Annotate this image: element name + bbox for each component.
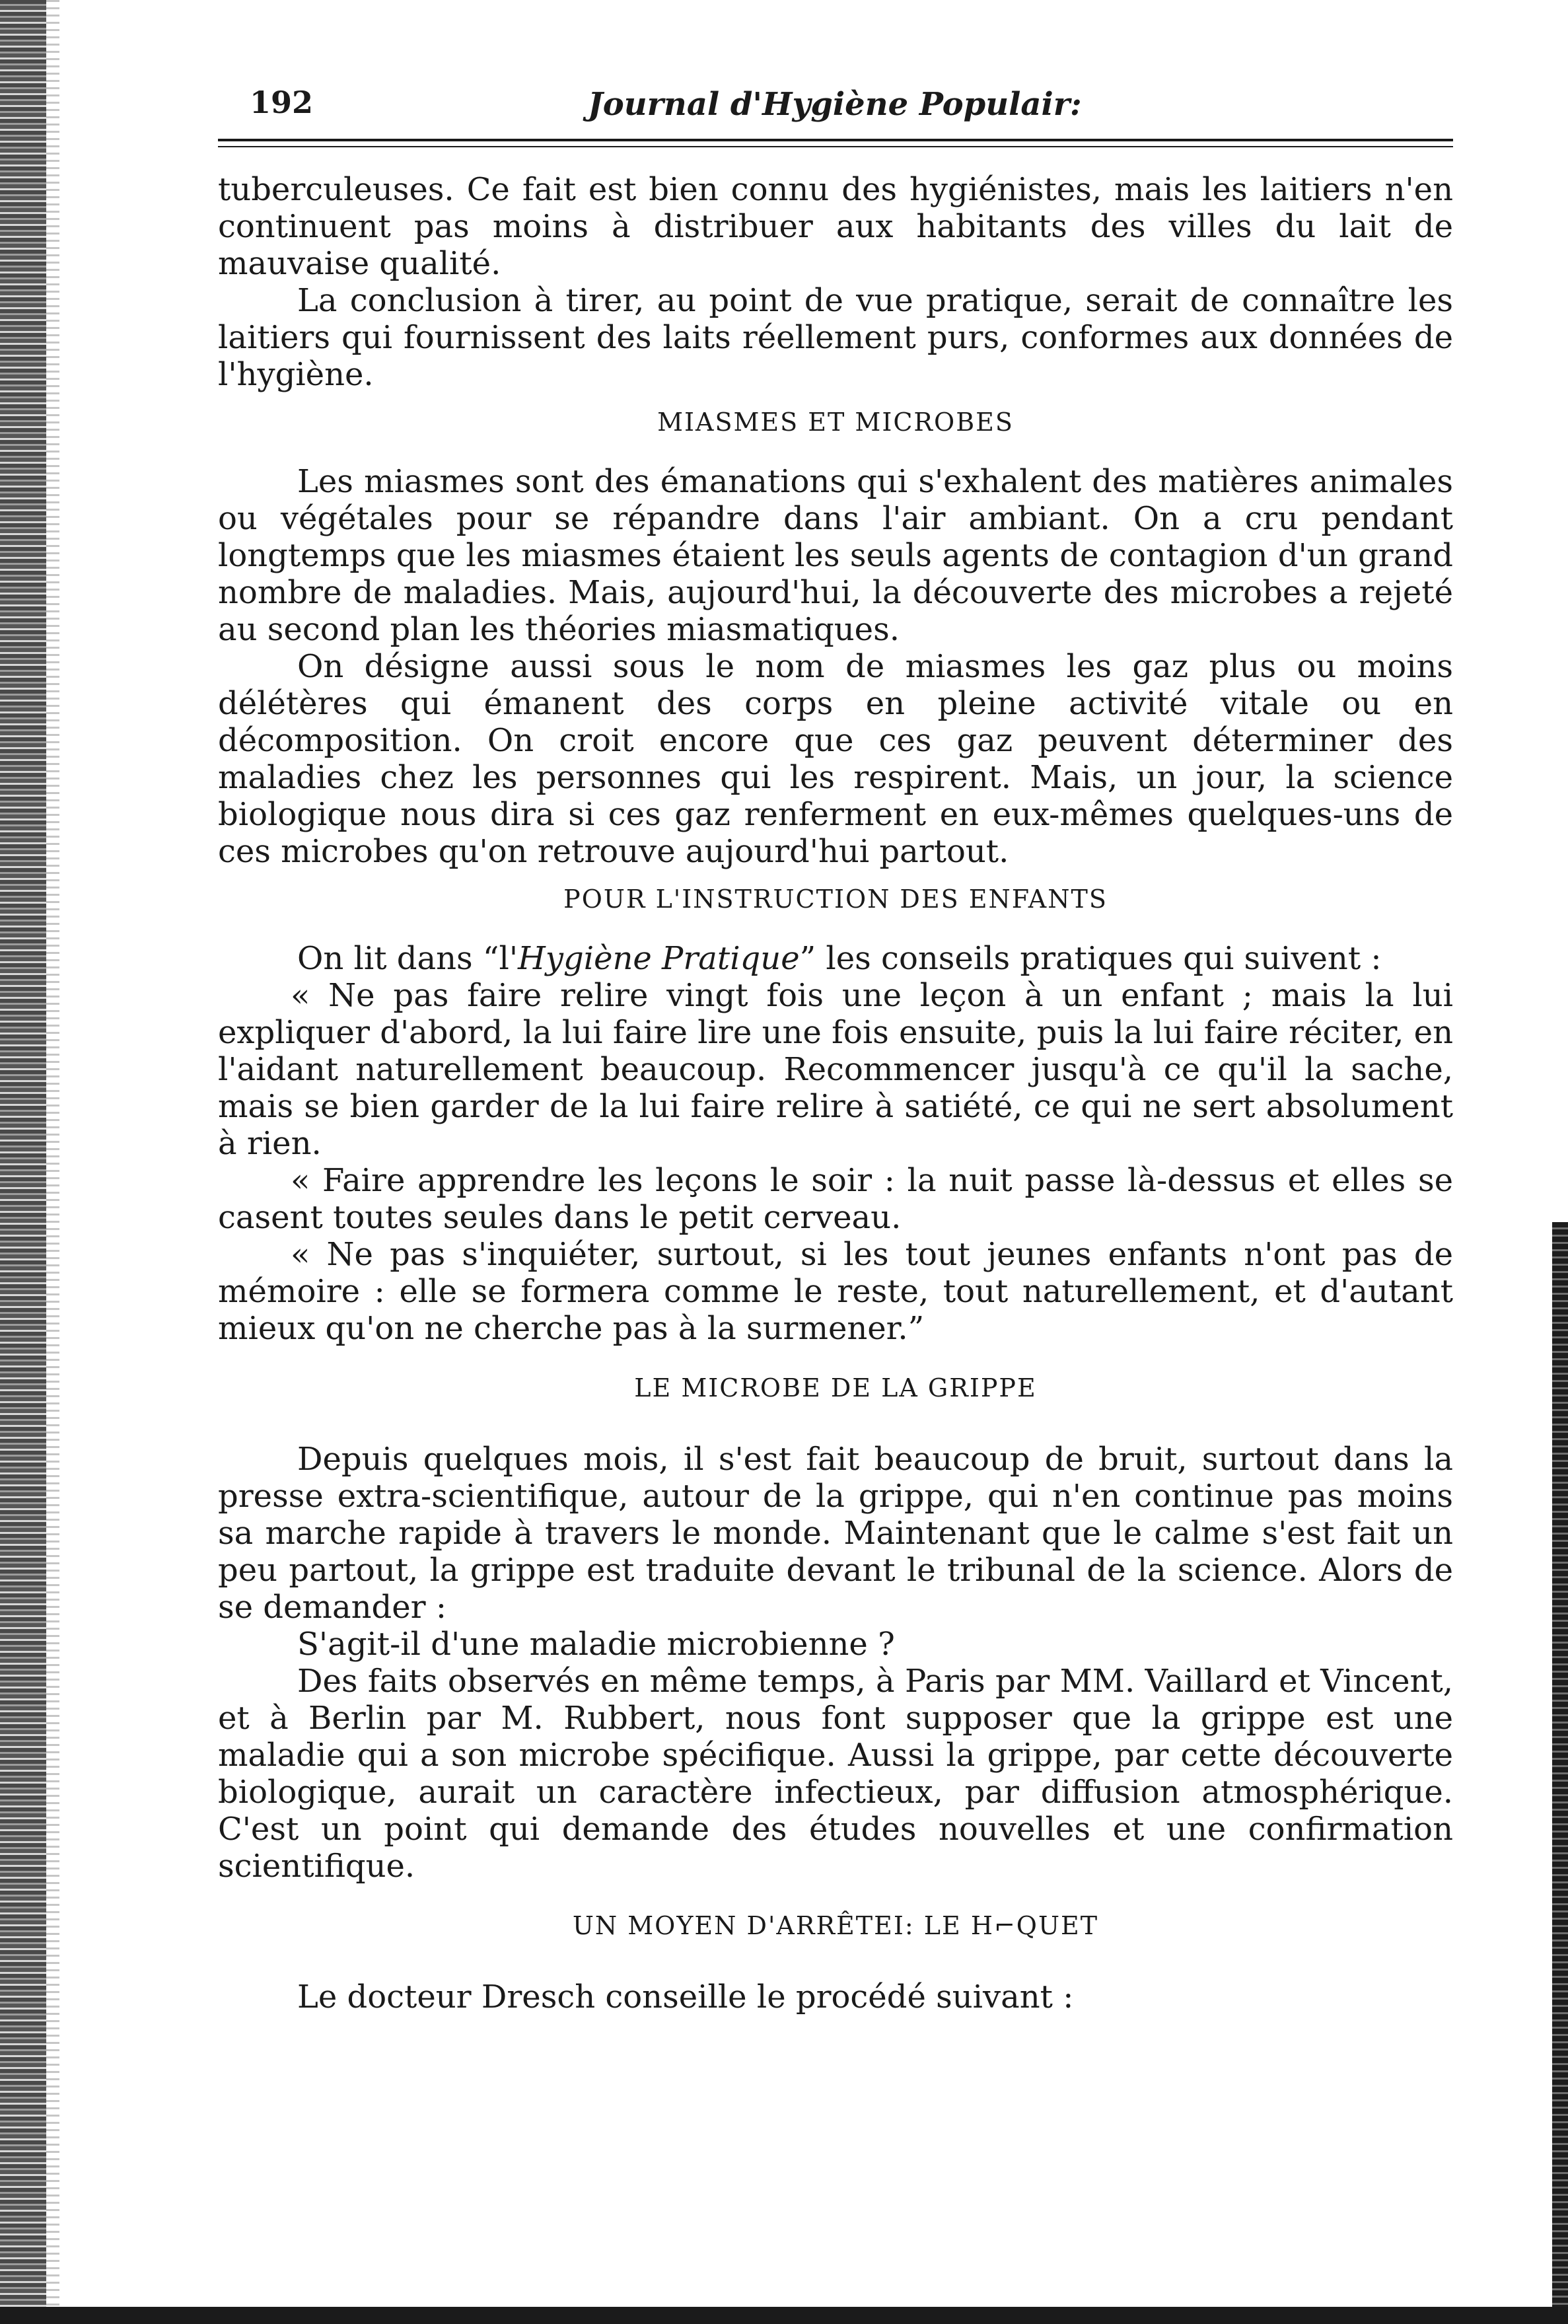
- paragraph: S'agit-il d'une maladie microbienne ?: [297, 1626, 895, 1663]
- quote-paragraph: « Faire apprendre les leçons le soir : la nuit passe là-dessus et elles se casent toutes seules dans le petit cerveau.: [218, 1162, 1453, 1236]
- paragraph: tuberculeuses. Ce fait est bien connu des hygiénistes, mais les laitiers n'en continuent pas moins à distribuer aux habitants des villes du lait de mauvaise qualité.: [218, 171, 1453, 282]
- scan-edge-bottom: [0, 2307, 1568, 2324]
- paragraph: La conclusion à tirer, au point de vue pratique, serait de connaître les laitiers qui fournissent des laits réellement purs, conformes aux données de l'hygiène.: [218, 282, 1453, 393]
- publication-title: Hygiène Pratique: [518, 940, 800, 977]
- binding-edge-left: [0, 0, 46, 2324]
- quote-paragraph: « Ne pas s'inquiéter, surtout, si les tout jeunes enfants n'ont pas de mémoire : elle se formera comme le reste, tout naturellement, et d'autant mieux qu'on ne cherche pas à la surmener.”: [218, 1236, 1453, 1347]
- paragraph: On désigne aussi sous le nom de miasmes les gaz plus ou moins délétères qui émanent des corps en pleine activité vitale ou en décomposition. On croit encore que ces gaz peuvent déterminer des maladies chez les personnes qui les respirent. Mais, un jour, la science biologique nous dira si ces gaz renferment en eux-mêmes quelques-uns de ces microbes qu'on retrouve aujourd'hui partout.: [218, 648, 1453, 870]
- header-rule-thin: [218, 146, 1453, 147]
- section-heading: UN MOYEN D'ARRÊTEI: LE H⌐QUET: [572, 1911, 1099, 1940]
- quote-paragraph: « Ne pas faire relire vingt fois une leçon à un enfant ; mais la lui expliquer d'abord, la lui faire lire une fois ensuite, puis la lui faire réciter, en l'aidant naturellement beaucoup. Recommencer jusqu'à ce qu'il la sache, mais se bien garder de la lui faire relire à satiété, ce qui ne sert absolument à rien.: [218, 977, 1453, 1162]
- intro-text: On lit dans “l': [297, 940, 518, 977]
- section-heading: MIASMES ET MICROBES: [657, 408, 1014, 437]
- page-number: 192: [250, 85, 314, 120]
- header-rule: [218, 139, 1453, 141]
- intro-text: ” les conseils pratiques qui suivent :: [799, 940, 1382, 977]
- binding-edge-right: [1552, 1222, 1568, 2324]
- section-heading: LE MICROBE DE LA GRIPPE: [634, 1373, 1037, 1402]
- page-body: [218, 79, 1453, 2015]
- paragraph: Les miasmes sont des émanations qui s'exhalent des matières animales ou végétales pour se répandre dans l'air ambiant. On a cru pendant longtemps que les miasmes étaient les seuls agents de contagion d'un grand nombre de maladies. Mais, aujourd'hui, la découverte des microbes a rejeté au second plan les théories miasmatiques.: [218, 463, 1453, 648]
- paragraph: Depuis quelques mois, il s'est fait beaucoup de bruit, surtout dans la presse extra-scientifique, autour de la grippe, qui n'en continue pas moins sa marche rapide à travers le monde. Maintenant que le calme s'est fait un peu partout, la grippe est traduite devant le tribunal de la science. Alors de se demander :: [218, 1441, 1453, 1626]
- running-head: [218, 79, 1453, 132]
- paragraph: Le docteur Dresch conseille le procédé suivant :: [297, 1979, 1074, 2015]
- paragraph: Des faits observés en même temps, à Paris par MM. Vaillard et Vincent, et à Berlin par M. Rubbert, nous font supposer que la grippe est une maladie qui a son microbe spécifique. Aussi la grippe, par cette découverte biologique, aurait un caractère infectieux, par diffusion atmosphérique. C'est un point qui demande des études nouvelles et une confirmation scientifique.: [218, 1663, 1453, 1885]
- section-heading: POUR L'INSTRUCTION DES ENFANTS: [563, 885, 1108, 914]
- journal-title: Journal d'Hygiène Populair:: [588, 86, 1082, 123]
- paragraph-intro: [218, 940, 1453, 977]
